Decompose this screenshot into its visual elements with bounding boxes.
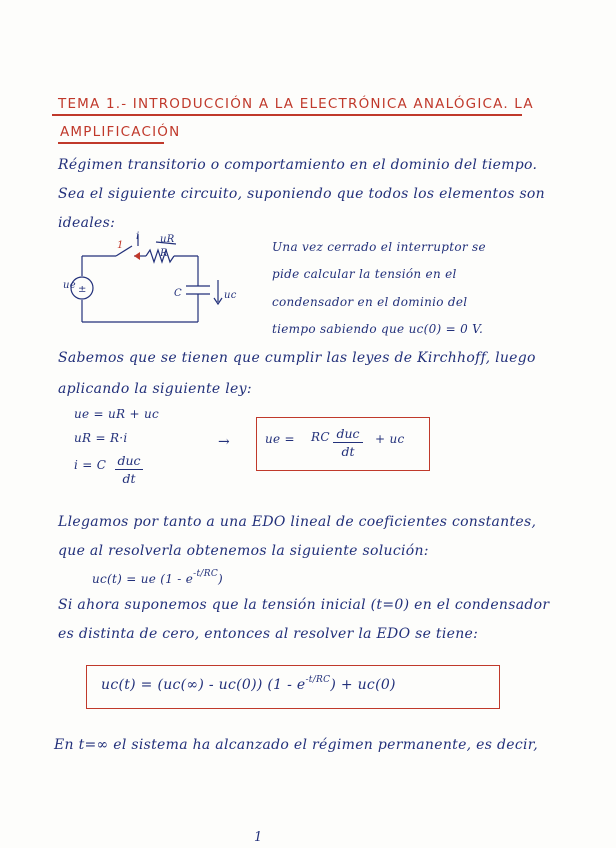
rc-circuit-diagram [58, 228, 248, 338]
edo-line-4: es distinta de cero, entonces al resolver la EDO se tiene: [58, 626, 479, 642]
title-underline-2 [58, 142, 164, 144]
label-capacitor: C [174, 288, 182, 299]
boxed1-left: ue = [265, 432, 295, 446]
boxed1-rc: RC [311, 430, 330, 444]
kirchhoff-line-1: Sabemos que se tienen que cumplir las leyes de Kirchhoff, luego [58, 350, 536, 366]
final-line: En t=∞ el sistema ha alcanzado el régimen permanente, es decir, [54, 737, 538, 753]
edo-solution [92, 569, 224, 586]
equation-2: uR = R·i [74, 431, 128, 445]
equation-1: ue = uR + uc [74, 407, 160, 421]
kirchhoff-line-2: aplicando la siguiente ley: [58, 381, 252, 397]
label-current: i [136, 231, 140, 242]
label-switch: 1 [117, 240, 124, 251]
boxed1-numerator: duc [336, 426, 360, 441]
circuit-text-2: pide calcular la tensión en el [272, 267, 457, 281]
boxed-general-solution [86, 665, 500, 709]
equation-3-fraction [115, 453, 143, 486]
boxed2-exponent: -t/RC [305, 675, 331, 685]
intro-line-1: Régimen transitorio o comportamiento en el dominio del tiempo. [58, 157, 538, 173]
intro-line-2: Sea el siguiente circuito, suponiendo que todos los elementos son [58, 186, 545, 202]
circuit-text-3: condensador en el dominio del [272, 295, 468, 309]
boxed1-denominator: dt [341, 444, 355, 459]
label-resistor-voltage: uR [160, 234, 175, 245]
boxed2-equation [101, 677, 396, 693]
svg-text:±: ± [78, 284, 87, 295]
edo-line-3: Si ahora suponemos que la tensión inicial (t=0) en el condensador [58, 597, 550, 613]
title-line-2: AMPLIFICACIÓN [60, 124, 181, 140]
boxed-differential-equation [256, 417, 430, 471]
implies-arrow: → [218, 434, 231, 450]
intro-line-3: ideales: [58, 215, 116, 231]
boxed1-right: + uc [375, 432, 405, 446]
page-number: 1 [254, 830, 263, 845]
edo-solution-exponent: -t/RC [193, 569, 219, 579]
circuit-text-1: Una vez cerrado el interruptor se [272, 240, 486, 254]
title-line-1: TEMA 1.- INTRODUCCIÓN A LA ELECTRÓNICA ANALÓGICA. LA [58, 96, 534, 112]
title-underline-1 [52, 114, 522, 116]
equation-3-left: i = C [74, 458, 107, 472]
edo-line-2: que al resolverla obtenemos la siguiente solución: [58, 543, 429, 559]
label-resistor: R [160, 248, 168, 259]
circuit-text-4: tiempo sabiendo que uc(0) = 0 V. [272, 322, 484, 336]
edo-solution-main: uc(t) = ue (1 - e [92, 572, 194, 586]
boxed2-main: uc(t) = (uc(∞) - uc(0)) (1 - e [101, 677, 306, 693]
boxed2-end: ) + uc(0) [330, 677, 396, 693]
edo-line-1: Llegamos por tanto a una EDO lineal de coeficientes constantes, [58, 514, 537, 530]
label-source-voltage: ue [63, 280, 76, 291]
edo-solution-end: ) [218, 572, 224, 586]
boxed1-fraction [333, 426, 363, 459]
equation-3-denominator: dt [122, 471, 136, 486]
equation-3-numerator: duc [117, 453, 141, 468]
label-capacitor-voltage: uc [224, 290, 237, 301]
